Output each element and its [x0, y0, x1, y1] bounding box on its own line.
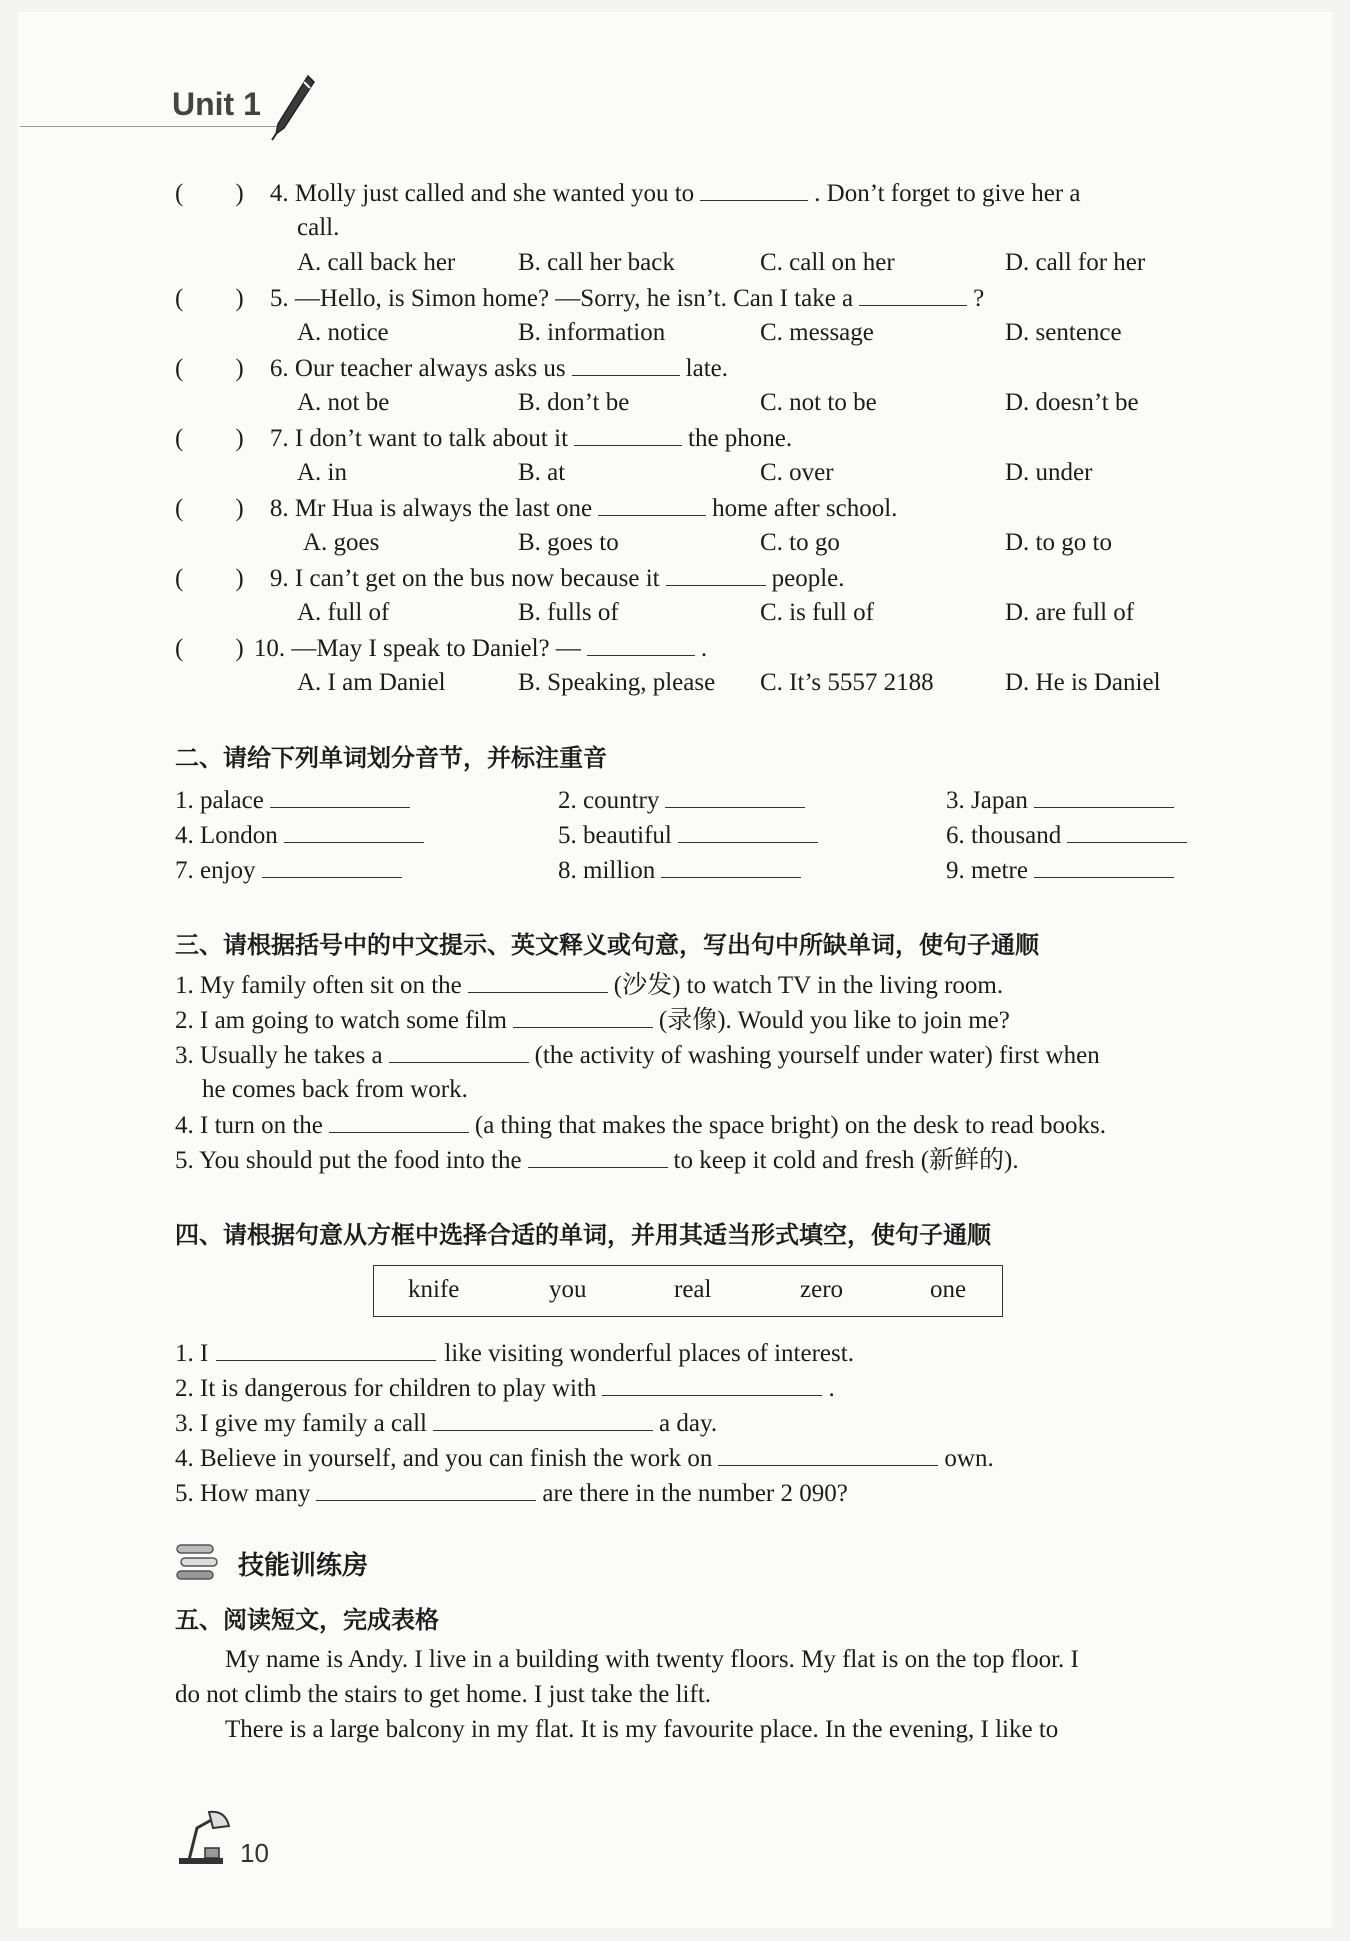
- word-label: 3. Japan: [946, 787, 1028, 814]
- sentence-text: 3. Usually he takes a: [175, 1042, 383, 1069]
- question-text: I don’t want to talk about it: [294, 425, 569, 452]
- mc-question-6: [175, 353, 728, 384]
- syllable-item: [175, 785, 416, 816]
- word-fill-5: [175, 1478, 848, 1509]
- option-a[interactable]: A. in: [297, 459, 347, 486]
- skills-section-icon: [175, 1543, 221, 1581]
- option-a[interactable]: A. not be: [297, 389, 390, 416]
- question-text-after: home after school.: [712, 495, 898, 522]
- option-a[interactable]: A. call back her: [297, 249, 456, 276]
- option-b[interactable]: B. goes to: [518, 529, 619, 556]
- word-fill-2: [175, 1373, 835, 1404]
- section-3-title: 三、请根据括号中的中文提示、英文释义或句意，写出句中所缺单词，使句子通顺: [175, 931, 1039, 959]
- mc-question-9: [175, 563, 845, 594]
- skills-section-title: 技能训练房: [238, 1551, 369, 1581]
- word-bank-box: [373, 1265, 1003, 1317]
- word-label: 4. London: [175, 822, 278, 849]
- question-number: 8.: [269, 495, 289, 522]
- option-d[interactable]: D. call for her: [1005, 249, 1146, 276]
- fill-blank[interactable]: [528, 1145, 668, 1168]
- question-continuation: call.: [297, 214, 340, 241]
- fill-blank[interactable]: [216, 1338, 436, 1361]
- option-a[interactable]: A. notice: [297, 319, 389, 346]
- fill-blank[interactable]: [513, 1005, 653, 1028]
- fill-blank[interactable]: [666, 563, 766, 586]
- answer-paren-open: (: [175, 425, 184, 452]
- sentence-text: 4. I turn on the: [175, 1112, 323, 1139]
- word-label: 9. metre: [946, 857, 1028, 884]
- fill-blank[interactable]: [270, 785, 410, 808]
- fill-blank[interactable]: [316, 1478, 536, 1501]
- passage-line: do not climb the stairs to get home. I just take the lift.: [175, 1681, 712, 1708]
- fill-blank[interactable]: [574, 423, 682, 446]
- header-rule: [20, 126, 285, 127]
- answer-paren-close: ): [235, 180, 244, 207]
- option-b[interactable]: B. Speaking, please: [518, 669, 716, 696]
- sentence-text: 5. You should put the food into the: [175, 1147, 522, 1174]
- fill-blank[interactable]: [700, 178, 808, 201]
- option-b[interactable]: B. call her back: [518, 249, 675, 276]
- fill-sentence-2: [175, 1005, 1010, 1036]
- fill-blank[interactable]: [859, 283, 967, 306]
- option-c[interactable]: C. message: [760, 319, 874, 346]
- fill-sentence-3: [175, 1040, 1100, 1071]
- word-label: 6. thousand: [946, 822, 1062, 849]
- sentence-text-after: (沙发) to watch TV in the living room.: [613, 972, 1004, 999]
- sentence-text-after: are there in the number 2 090?: [542, 1480, 848, 1507]
- answer-paren-open: (: [175, 565, 184, 592]
- word-label: 1. palace: [175, 787, 264, 814]
- option-c[interactable]: C. to go: [760, 529, 840, 556]
- word-label: 2. country: [558, 787, 660, 814]
- syllable-item: [558, 785, 811, 816]
- mc-question-7: [175, 423, 792, 454]
- option-c[interactable]: C. It’s 5557 2188: [760, 669, 934, 696]
- question-text-after: late.: [685, 355, 728, 382]
- syllable-item: [558, 820, 824, 851]
- option-d[interactable]: D. sentence: [1005, 319, 1122, 346]
- sentence-text-after: (a thing that makes the space bright) on the desk to read books.: [474, 1112, 1106, 1139]
- fill-blank[interactable]: [678, 820, 818, 843]
- fill-blank[interactable]: [1034, 785, 1174, 808]
- answer-paren-open: (: [175, 635, 184, 662]
- syllable-item: [946, 855, 1180, 886]
- word-bank-item: you: [549, 1276, 587, 1303]
- fill-blank[interactable]: [262, 855, 402, 878]
- option-b[interactable]: B. information: [518, 319, 666, 346]
- fill-blank[interactable]: [718, 1443, 938, 1466]
- answer-paren-close: ): [235, 635, 244, 662]
- word-fill-1: [175, 1338, 854, 1369]
- answer-paren-open: (: [175, 285, 184, 312]
- question-text-after: people.: [771, 565, 845, 592]
- sentence-text-after: (录像). Would you like to join me?: [658, 1007, 1010, 1034]
- mc-question-4: [175, 178, 1081, 209]
- question-text: Our teacher always asks us: [294, 355, 566, 382]
- option-c[interactable]: C. call on her: [760, 249, 895, 276]
- word-label: 7. enjoy: [175, 857, 256, 884]
- option-b[interactable]: B. at: [518, 459, 566, 486]
- option-d[interactable]: D. to go to: [1005, 529, 1112, 556]
- question-number: 7.: [269, 425, 289, 452]
- section-2-title: 二、请给下列单词划分音节，并标注重音: [175, 744, 607, 772]
- sentence-text: 2. It is dangerous for children to play with: [175, 1375, 597, 1402]
- question-text: Mr Hua is always the last one: [294, 495, 593, 522]
- option-c[interactable]: C. not to be: [760, 389, 877, 416]
- sentence-text: 3. I give my family a call: [175, 1410, 428, 1437]
- option-d[interactable]: D. He is Daniel: [1005, 669, 1161, 696]
- fill-blank[interactable]: [284, 820, 424, 843]
- sentence-text: 2. I am going to watch some film: [175, 1007, 507, 1034]
- option-c[interactable]: C. over: [760, 459, 834, 486]
- pen-icon: [268, 72, 318, 142]
- word-label: 5. beautiful: [558, 822, 672, 849]
- fill-blank[interactable]: [1067, 820, 1187, 843]
- unit-header: Unit 1: [172, 86, 261, 122]
- question-text: —Hello, is Simon home? —Sorry, he isn’t. Can I take a: [294, 285, 854, 312]
- question-text: Molly just called and she wanted you to: [294, 180, 695, 207]
- mc-question-5: [175, 283, 984, 314]
- answer-paren-close: ): [235, 285, 244, 312]
- question-number: 10.: [253, 635, 286, 662]
- question-number: 6.: [269, 355, 289, 382]
- syllable-item: [946, 785, 1180, 816]
- option-b[interactable]: B. fulls of: [518, 599, 619, 626]
- question-text-after: .: [700, 635, 708, 662]
- word-label: 8. million: [558, 857, 656, 884]
- answer-paren-open: (: [175, 180, 184, 207]
- fill-sentence-1: [175, 970, 1003, 1001]
- fill-blank[interactable]: [389, 1040, 529, 1063]
- option-b[interactable]: B. don’t be: [518, 389, 630, 416]
- fill-blank[interactable]: [572, 353, 680, 376]
- sentence-continuation: he comes back from work.: [202, 1076, 468, 1103]
- option-a[interactable]: A. goes: [303, 529, 380, 556]
- answer-paren-open: (: [175, 355, 184, 382]
- passage-line: There is a large balcony in my flat. It is my favourite place. In the evening, I like to: [225, 1716, 1059, 1743]
- option-a[interactable]: A. full of: [297, 599, 390, 626]
- fill-blank[interactable]: [329, 1110, 469, 1133]
- answer-paren-close: ): [235, 355, 244, 382]
- mc-question-8: [175, 493, 897, 524]
- answer-paren-close: ): [235, 495, 244, 522]
- sentence-text-after: own.: [944, 1445, 994, 1472]
- question-number: 4.: [269, 180, 289, 207]
- question-text-after: ?: [973, 285, 985, 312]
- option-d[interactable]: D. doesn’t be: [1005, 389, 1139, 416]
- fill-blank[interactable]: [587, 633, 695, 656]
- fill-blank[interactable]: [468, 970, 608, 993]
- fill-blank[interactable]: [433, 1408, 653, 1431]
- word-fill-4: [175, 1443, 994, 1474]
- option-c[interactable]: C. is full of: [760, 599, 874, 626]
- section-5-title: 五、阅读短文，完成表格: [175, 1606, 439, 1634]
- word-bank-item: one: [930, 1276, 967, 1303]
- sentence-text: 1. My family often sit on the: [175, 972, 462, 999]
- question-text-after: the phone.: [688, 425, 793, 452]
- question-number: 9.: [269, 565, 289, 592]
- sentence-text: 5. How many: [175, 1480, 311, 1507]
- passage-line: My name is Andy. I live in a building with twenty floors. My flat is on the top floor. I: [225, 1646, 1079, 1673]
- fill-sentence-5: [175, 1145, 1019, 1176]
- syllable-item: [946, 820, 1193, 851]
- answer-paren-open: (: [175, 495, 184, 522]
- syllable-item: [175, 820, 430, 851]
- sentence-text-after: (the activity of washing yourself under water) first when: [534, 1042, 1100, 1069]
- word-fill-3: [175, 1408, 717, 1439]
- section-4-title: 四、请根据句意从方框中选择合适的单词，并用其适当形式填空，使句子通顺: [175, 1221, 991, 1249]
- fill-blank[interactable]: [598, 493, 706, 516]
- sentence-text-after: like visiting wonderful places of interest.: [444, 1340, 854, 1367]
- sentence-text-after: .: [828, 1375, 835, 1402]
- question-text: —May I speak to Daniel? —: [291, 635, 581, 662]
- answer-paren-close: ): [235, 425, 244, 452]
- fill-blank[interactable]: [602, 1373, 822, 1396]
- option-d[interactable]: D. under: [1005, 459, 1093, 486]
- sentence-text-after: to keep it cold and fresh (新鲜的).: [673, 1147, 1019, 1174]
- fill-blank[interactable]: [665, 785, 805, 808]
- word-bank-item: knife: [408, 1276, 460, 1303]
- fill-blank[interactable]: [661, 855, 801, 878]
- syllable-item: [175, 855, 408, 886]
- word-bank-item: zero: [800, 1276, 844, 1303]
- option-d[interactable]: D. are full of: [1005, 599, 1135, 626]
- sentence-text-after: a day.: [659, 1410, 718, 1437]
- question-number: 5.: [269, 285, 289, 312]
- option-a[interactable]: A. I am Daniel: [297, 669, 446, 696]
- question-text-after: . Don’t forget to give her a: [814, 180, 1081, 207]
- sentence-text: 1. I: [175, 1340, 209, 1367]
- syllable-item: [558, 855, 807, 886]
- desk-lamp-icon: [175, 1808, 235, 1868]
- mc-question-10: [175, 633, 707, 664]
- fill-blank[interactable]: [1034, 855, 1174, 878]
- question-text: I can’t get on the bus now because it: [294, 565, 660, 592]
- answer-paren-close: ): [235, 565, 244, 592]
- word-bank-item: real: [674, 1276, 712, 1303]
- page-number: 10: [240, 1838, 269, 1868]
- sentence-text: 4. Believe in yourself, and you can finish the work on: [175, 1445, 713, 1472]
- fill-sentence-4: [175, 1110, 1106, 1141]
